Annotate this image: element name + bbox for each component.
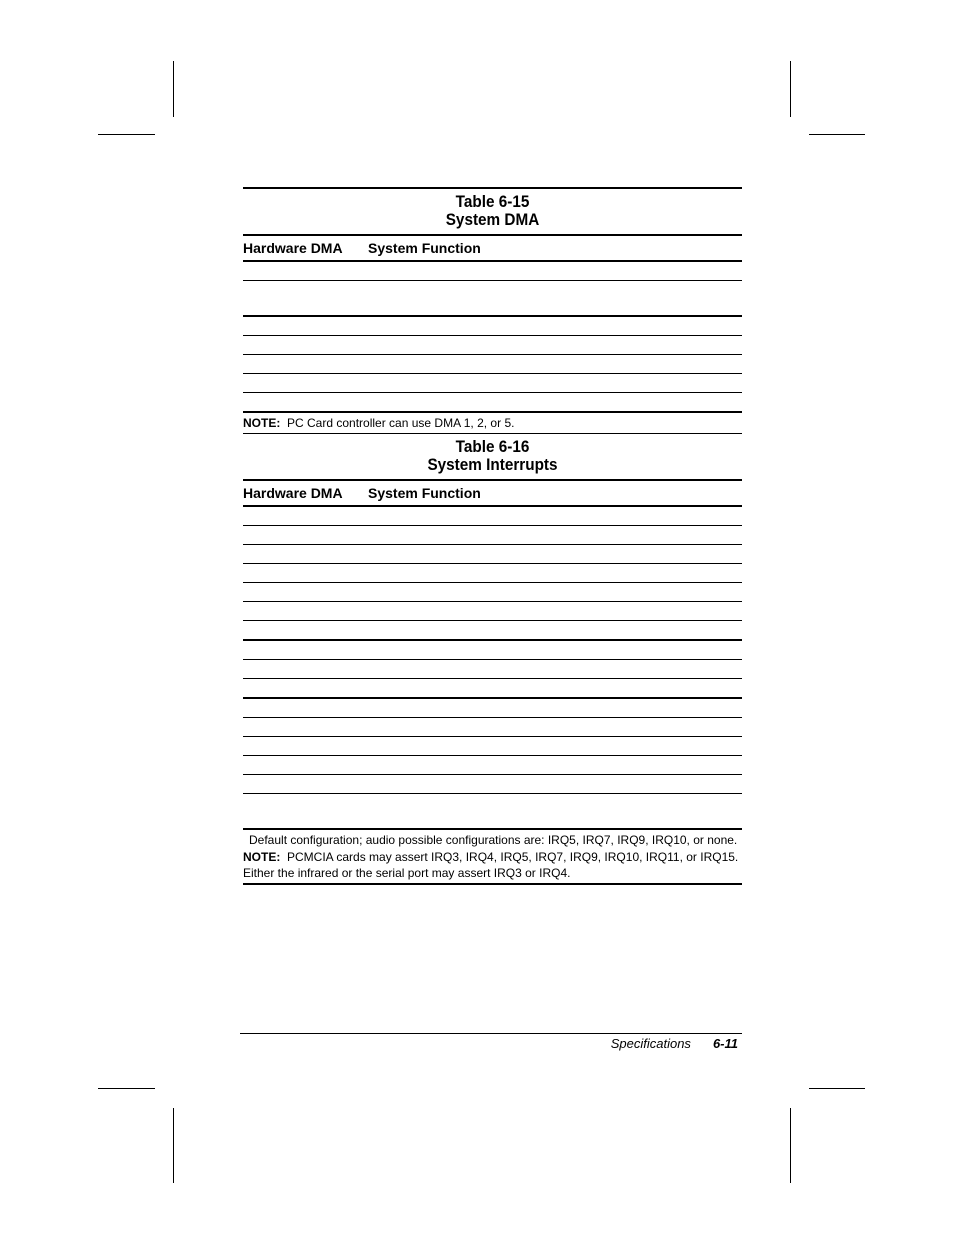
- table-row: [243, 794, 742, 828]
- table-row: [243, 317, 742, 335]
- note-label: NOTE:: [243, 416, 281, 430]
- note-text-line-2: Either the infrared or the serial port may assert IRQ3 or IRQ4.: [243, 866, 571, 880]
- table-row: [243, 393, 742, 411]
- table-title: [268, 434, 717, 479]
- page-number: 6-11: [712, 1036, 738, 1051]
- table-row: [243, 545, 742, 563]
- column-header-system-function: System Function: [368, 240, 481, 256]
- table-number: Table 6-16: [455, 437, 530, 456]
- table-header-row: [243, 236, 742, 260]
- column-header-hardware-dma: Hardware DMA: [243, 485, 343, 501]
- table-row: [243, 336, 742, 354]
- table-note: [243, 848, 742, 883]
- table-header-row: [243, 481, 742, 505]
- crop-mark-bottom-left-horizontal: [98, 1088, 155, 1089]
- table-title: [268, 189, 717, 234]
- column-header-system-function: System Function: [368, 485, 481, 501]
- table-row: [243, 679, 742, 697]
- table-row: [243, 699, 742, 717]
- table-row: [243, 564, 742, 582]
- page-content: [243, 187, 742, 885]
- table-row: [243, 526, 742, 544]
- table-row: [243, 660, 742, 678]
- table-name: System DMA: [445, 210, 540, 229]
- crop-mark-top-right-vertical: [790, 61, 791, 117]
- table-row: [243, 262, 742, 280]
- table-row: [243, 281, 742, 315]
- crop-mark-top-left-vertical: [173, 61, 174, 117]
- table-row: [243, 374, 742, 392]
- note-label: NOTE:: [243, 850, 281, 864]
- crop-mark-top-left-horizontal: [98, 134, 155, 135]
- table-row: [243, 621, 742, 639]
- crop-mark-top-right-horizontal: [809, 134, 865, 135]
- note-text-line-1: PCMCIA cards may assert IRQ3, IRQ4, IRQ5, IRQ7, IRQ9, IRQ10, IRQ11, or IRQ15.: [287, 850, 739, 864]
- table-name: System Interrupts: [427, 455, 558, 474]
- footer-section-name: Specifications: [610, 1036, 691, 1051]
- page-footer: [611, 1036, 738, 1051]
- table-row: [243, 756, 742, 774]
- table-note: [243, 413, 742, 433]
- crop-mark-bottom-right-horizontal: [809, 1088, 865, 1089]
- table-row: [243, 602, 742, 620]
- table-row: [243, 507, 742, 525]
- table-number: Table 6-15: [455, 192, 530, 211]
- table-row: [243, 641, 742, 659]
- table-row: [243, 775, 742, 793]
- crop-mark-bottom-right-vertical: [790, 1108, 791, 1183]
- column-header-hardware-dma: Hardware DMA: [243, 240, 343, 256]
- crop-mark-bottom-left-vertical: [173, 1108, 174, 1183]
- table-row: [243, 583, 742, 601]
- footer-rule: [240, 1033, 742, 1034]
- table-row: [243, 718, 742, 736]
- notes-bottom-rule: [243, 883, 742, 885]
- table-footnote: Default configuration; audio possible configurations are: IRQ5, IRQ7, IRQ9, IRQ10, or none.: [249, 833, 738, 847]
- note-text: PC Card controller can use DMA 1, 2, or 5.: [287, 416, 515, 430]
- table-row: [243, 355, 742, 373]
- table-row: [243, 737, 742, 755]
